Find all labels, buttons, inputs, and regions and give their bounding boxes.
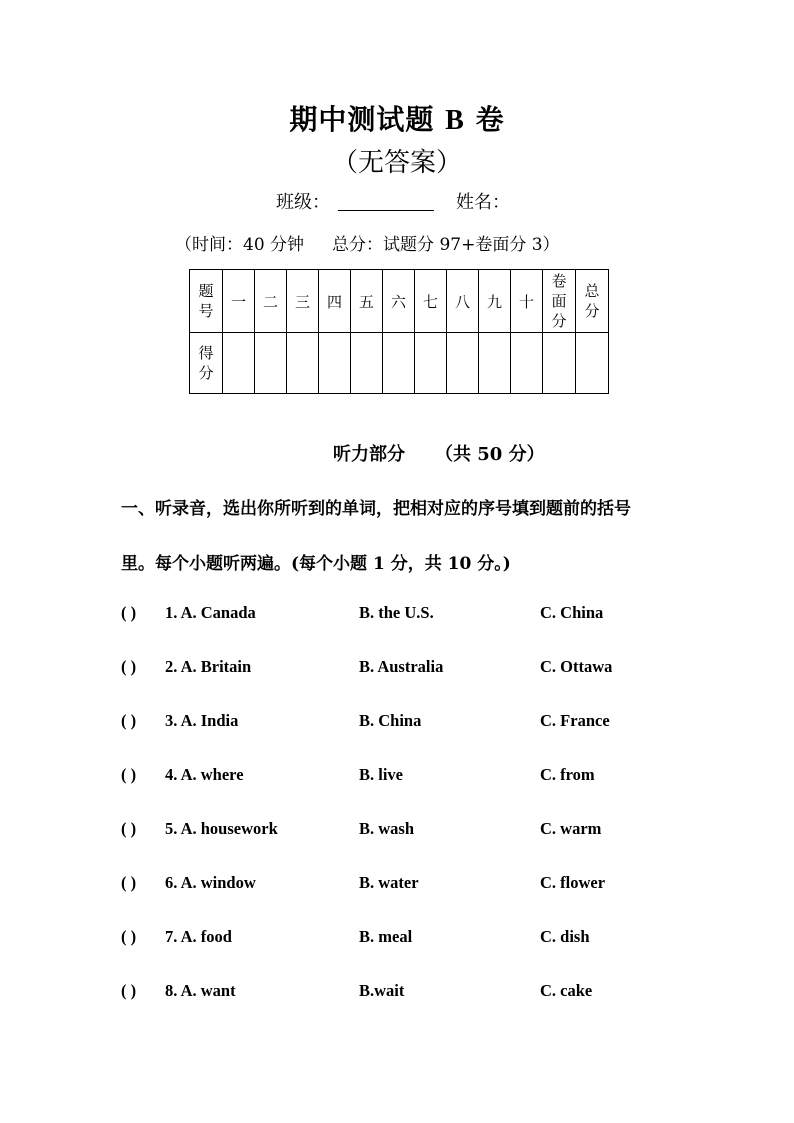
- answer-bracket[interactable]: ( ): [121, 657, 137, 676]
- exam-subtitle: （无答案）: [331, 148, 462, 178]
- title-end: 卷: [475, 103, 505, 136]
- answer-bracket[interactable]: ( ): [121, 981, 137, 1000]
- section-score: （共 50 分）: [435, 444, 545, 465]
- column-5: 五: [351, 270, 383, 333]
- option-b: B. water: [359, 873, 419, 892]
- option-c: C. China: [540, 603, 604, 622]
- score-cell[interactable]: [351, 333, 383, 394]
- option-c: C. dish: [540, 927, 590, 946]
- score-table-header-row: [190, 270, 609, 333]
- time-score-info: [175, 230, 560, 255]
- column-4: 四: [319, 270, 351, 333]
- option-b: B. China: [359, 711, 422, 730]
- question-row: [121, 873, 681, 897]
- score-label-cell: 得分: [190, 333, 223, 394]
- answer-bracket[interactable]: ( ): [121, 603, 137, 622]
- score-cell[interactable]: [447, 333, 479, 394]
- option-a: 8. A. want: [165, 981, 236, 1000]
- question-row: [121, 819, 681, 843]
- question-row: [121, 765, 681, 789]
- option-c: C. from: [540, 765, 595, 784]
- option-c: C. cake: [540, 981, 593, 1000]
- column-1: 一: [223, 270, 255, 333]
- option-b: B. Australia: [359, 657, 444, 676]
- option-c: C. flower: [540, 873, 606, 892]
- answer-bracket[interactable]: ( ): [121, 711, 137, 730]
- instruction-line-1: 一、听录音，选出你所听到的单词，把相对应的序号填到题前的括号: [121, 499, 631, 519]
- option-c: C. warm: [540, 819, 602, 838]
- score-label: 总分：试题分 97+卷面分 3）: [332, 235, 560, 255]
- name-label: 姓名：: [456, 192, 510, 213]
- answer-bracket[interactable]: ( ): [121, 873, 137, 892]
- column-10: 十: [511, 270, 543, 333]
- score-cell[interactable]: [383, 333, 415, 394]
- answer-bracket[interactable]: ( ): [121, 765, 137, 784]
- option-b: B. the U.S.: [359, 603, 434, 622]
- option-a: 2. A. Britain: [165, 657, 252, 676]
- score-cell[interactable]: [255, 333, 287, 394]
- question-row: [121, 981, 681, 1005]
- option-b: B. meal: [359, 927, 413, 946]
- score-table: [189, 269, 609, 394]
- question-row: [121, 927, 681, 951]
- question-row: [121, 711, 681, 735]
- score-cell[interactable]: [511, 333, 543, 394]
- score-cell[interactable]: [543, 333, 576, 394]
- answer-bracket[interactable]: ( ): [121, 927, 137, 946]
- title-main: 期中测试题: [289, 103, 435, 136]
- instruction-line-2: 里。每个小题听两遍。(每个小题 1 分，共 10 分。): [121, 554, 511, 574]
- exam-title: [0, 98, 794, 138]
- class-blank[interactable]: [338, 210, 434, 211]
- option-a: 7. A. food: [165, 927, 232, 946]
- option-c: C. Ottawa: [540, 657, 613, 676]
- option-b: B.wait: [359, 981, 405, 1000]
- listening-section-title: [333, 440, 545, 466]
- score-cell[interactable]: [415, 333, 447, 394]
- option-a: 5. A. housework: [165, 819, 278, 838]
- score-table-score-row: [190, 333, 609, 394]
- column-8: 八: [447, 270, 479, 333]
- time-label: （时间：40 分钟: [175, 235, 305, 255]
- column-3: 三: [287, 270, 319, 333]
- option-a: 6. A. window: [165, 873, 256, 892]
- option-a: 1. A. Canada: [165, 603, 256, 622]
- question-row: [121, 603, 681, 627]
- column-2: 二: [255, 270, 287, 333]
- question-number-label-cell: 题号: [190, 270, 223, 333]
- section-name: 听力部分: [333, 444, 405, 465]
- column-6: 六: [383, 270, 415, 333]
- answer-bracket[interactable]: ( ): [121, 819, 137, 838]
- paper-score-label-cell: 卷面分: [543, 270, 576, 333]
- score-cell[interactable]: [287, 333, 319, 394]
- option-c: C. France: [540, 711, 610, 730]
- score-cell[interactable]: [576, 333, 609, 394]
- option-a: 3. A. India: [165, 711, 239, 730]
- title-letter: B: [445, 105, 465, 136]
- total-score-label-cell: 总分: [576, 270, 609, 333]
- column-9: 九: [479, 270, 511, 333]
- option-b: B. wash: [359, 819, 415, 838]
- class-label: 班级：: [276, 192, 330, 213]
- score-cell[interactable]: [479, 333, 511, 394]
- option-a: 4. A. where: [165, 765, 244, 784]
- question-row: [121, 657, 681, 681]
- score-cell[interactable]: [223, 333, 255, 394]
- option-b: B. live: [359, 765, 403, 784]
- score-cell[interactable]: [319, 333, 351, 394]
- column-7: 七: [415, 270, 447, 333]
